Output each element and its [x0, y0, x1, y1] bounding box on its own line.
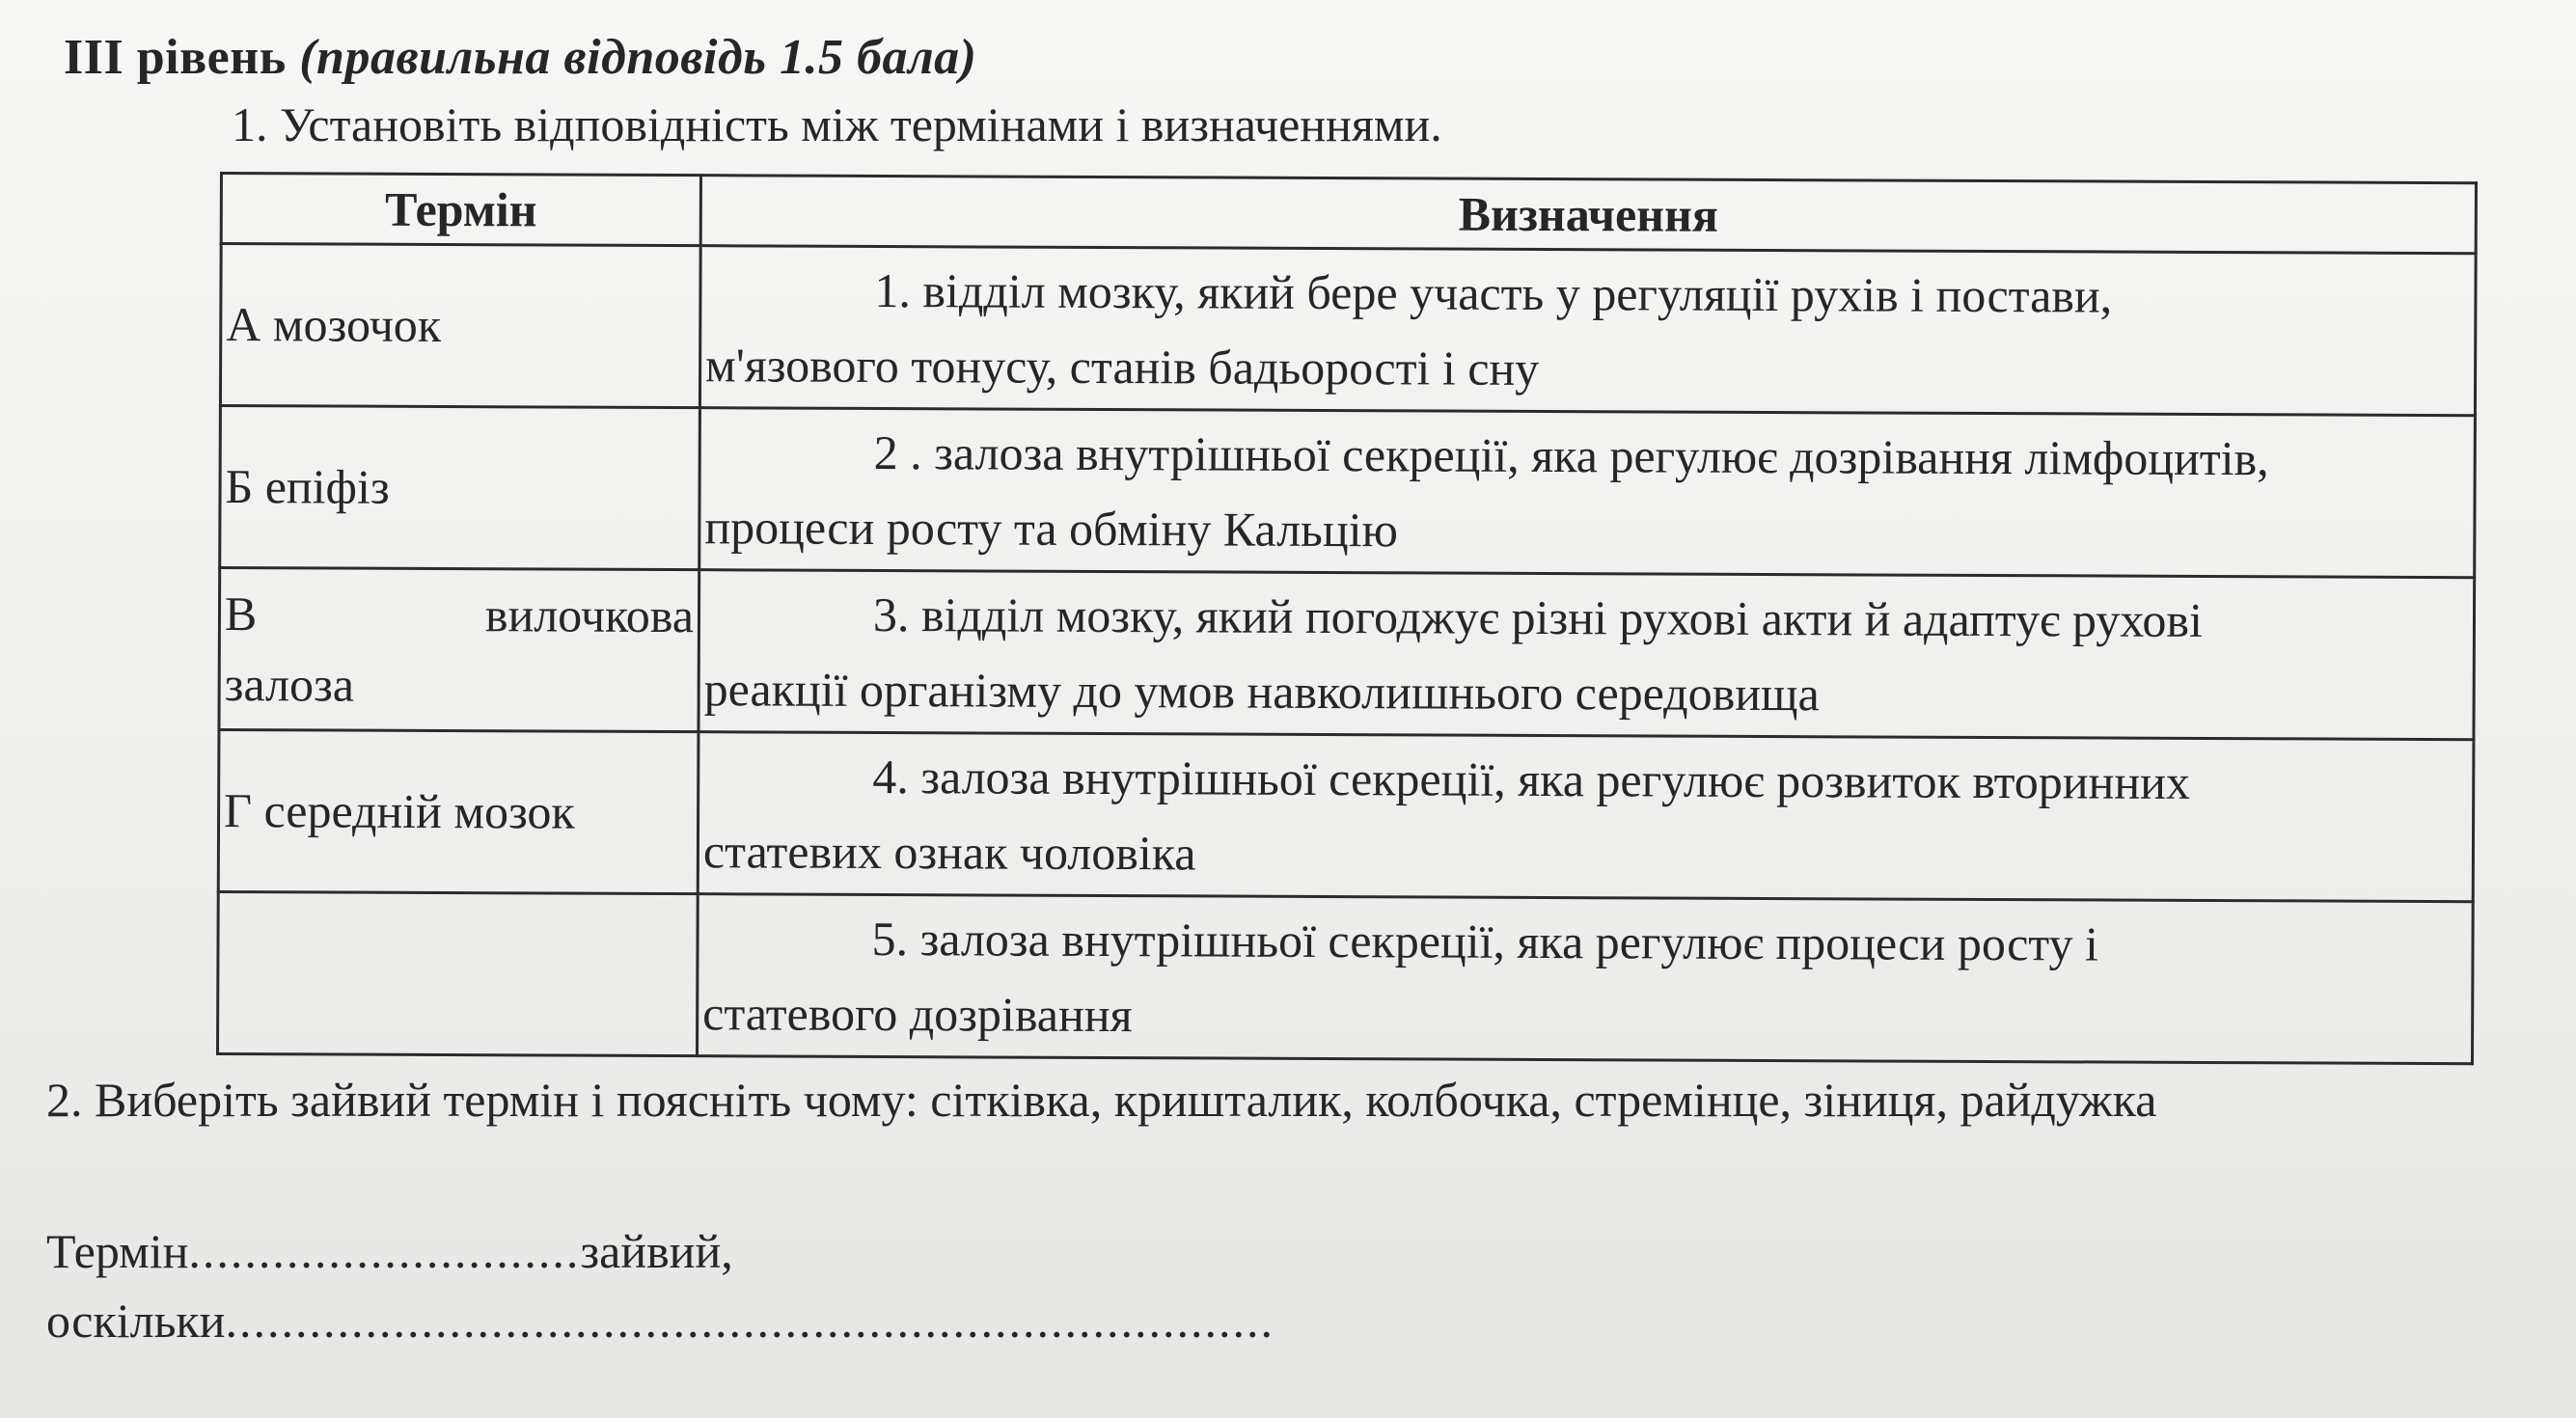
definition-cell — [698, 732, 2474, 902]
definition-cell — [699, 570, 2475, 740]
definition-cell — [699, 246, 2476, 416]
matching-table — [216, 172, 2478, 1065]
definition-cell — [699, 408, 2476, 578]
definition-line: 1. відділ мозку, який бере участь у регуляції рухів і постави, — [874, 262, 2113, 323]
definition-line: 3. відділ мозку, який погоджує різні рухові акти й адаптує рухові — [872, 586, 2204, 647]
term-cell: А мозочок — [220, 244, 700, 408]
task2-prompt: 2. Виберіть зайвий термін і поясніть чому: сітківка, кришталик, колбочка, стремінце, зіниця, райдужка — [46, 1073, 2157, 1127]
table-header-row — [221, 174, 2476, 254]
task1-prompt: 1. Установіть відповідність між термінами і визначеннями. — [232, 97, 1442, 151]
table-row — [219, 568, 2475, 740]
definition-cell — [698, 894, 2474, 1064]
definition-line: м'язового тонусу, станів бадьорості і сну — [705, 337, 1540, 395]
term-word: вилочкова — [484, 587, 695, 643]
header-definition: Визначення — [700, 176, 2476, 254]
table-row — [218, 730, 2474, 902]
level-title: III рівень — [64, 30, 287, 85]
term-letter: В — [224, 586, 258, 641]
table-row — [220, 244, 2476, 416]
definition-line: 2 . залоза внутрішньої секреції, яка регулює дозрівання лімфоцитів, — [873, 424, 2269, 486]
definition-line: 4. залоза внутрішньої секреції, яка регулює розвиток вторинних — [872, 749, 2191, 809]
level-score-note: (правильна відповідь 1.5 бала) — [299, 30, 977, 85]
table-row — [218, 891, 2474, 1063]
term-cell-empty — [218, 891, 699, 1055]
reason-blank[interactable]: ........................................................................... — [225, 1294, 1274, 1348]
term-cell — [219, 568, 699, 732]
term-cell: Г середній мозок — [218, 730, 699, 894]
answer-term-line — [46, 1223, 733, 1279]
level-heading — [64, 29, 977, 86]
definition-line: реакції організму до умов навколишнього середовища — [703, 661, 1820, 721]
answer-suffix: зайвий, — [580, 1224, 733, 1278]
definition-line: статевих ознак чоловіка — [702, 823, 1196, 880]
table-row — [220, 406, 2476, 578]
answer-blank[interactable]: ............................ — [188, 1224, 581, 1278]
reason-line — [46, 1293, 1274, 1349]
header-term: Термін — [221, 174, 700, 246]
definition-line: 5. залоза внутрішньої секреції, яка регулює процеси росту і — [871, 911, 2099, 971]
definition-line: статевого дозрівання — [702, 985, 1133, 1042]
term-cell: Б епіфіз — [220, 406, 700, 570]
answer-label: Термін — [46, 1224, 189, 1278]
term-word: залоза — [224, 656, 355, 712]
reason-label: оскільки — [46, 1294, 226, 1348]
definition-line: процеси росту та обміну Кальцію — [704, 499, 1399, 557]
term-line — [225, 579, 694, 651]
